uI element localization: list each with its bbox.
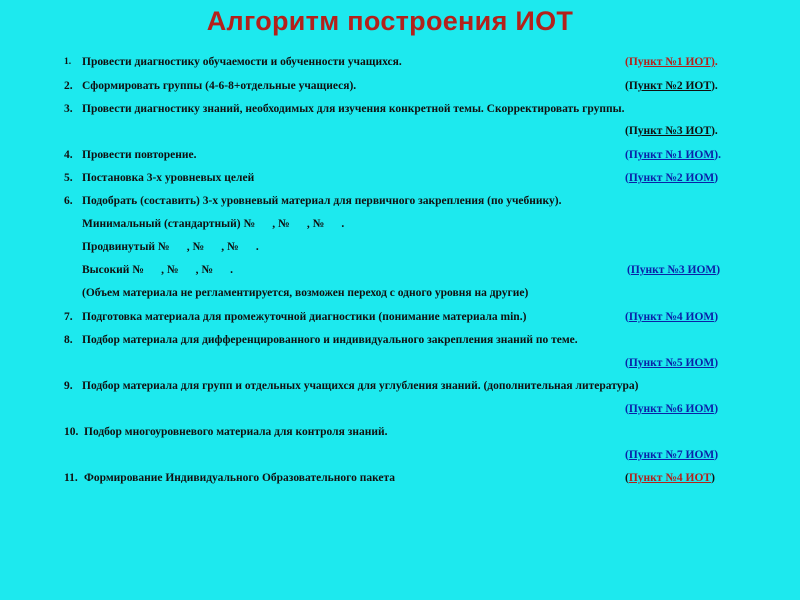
ref-link[interactable]: Пункт №6 ИОМ <box>628 403 715 415</box>
item-number: 6. <box>64 195 73 207</box>
item-text: Подготовка материала для промежуточной диагностики (понимание материала min.) <box>82 311 527 323</box>
ref-close: ) <box>716 264 721 276</box>
ref-close: ). <box>711 125 718 137</box>
item-text: Провести повторение. <box>82 149 197 161</box>
ref-link[interactable]: Пункт №5 ИОМ <box>628 357 715 369</box>
list-item-1 <box>0 56 800 76</box>
ref-link[interactable]: Пункт №3 ИОМ <box>630 264 717 276</box>
list-item-11 <box>0 472 800 492</box>
reference-iom-3 <box>627 264 720 276</box>
ref-close: ). <box>714 149 721 161</box>
ref-link[interactable]: Пункт №4 ИОМ <box>628 311 715 323</box>
ref-close: ) <box>714 403 719 415</box>
item-text: Подобрать (составить) 3-х уровневый материал для первичного закрепления (по учебнику). <box>82 195 562 207</box>
level-text: Продвинутый № , № , № . <box>82 241 259 253</box>
item-number: 11. <box>64 472 78 484</box>
level-high <box>0 264 800 284</box>
ref-close: ) <box>711 472 715 484</box>
note-text: (Объем материала не регламентируется, возможен переход с одного уровня на другие) <box>82 287 529 299</box>
reference-iom-5 <box>625 357 718 369</box>
item-text: Провести диагностику знаний, необходимых для изучения конкретной темы. Скорректировать группы. <box>82 103 625 115</box>
ref-close: . <box>714 56 718 68</box>
list-item-7 <box>0 311 800 331</box>
list-item-3 <box>0 103 800 123</box>
ref-open: (П <box>625 80 638 92</box>
ref-open: ( <box>625 472 629 484</box>
list-item-5 <box>0 172 800 192</box>
ref-open: (П <box>625 149 638 161</box>
ref-close: ) <box>714 311 719 323</box>
ref-close: ) <box>714 357 719 369</box>
item-number: 3. <box>64 103 73 115</box>
reference-iom-1 <box>625 149 721 161</box>
volume-note <box>0 287 800 307</box>
ref-open: (П <box>625 125 638 137</box>
ref-link[interactable]: Пункт №2 ИОМ <box>628 172 715 184</box>
ref-open: ( <box>627 264 631 276</box>
ref-open: ( <box>625 357 629 369</box>
ref-open: (Пу <box>625 56 644 68</box>
item-text: Сформировать группы (4-6-8+отдельные учащиеся). <box>82 80 357 92</box>
item-text: Подбор материала для групп и отдельных учащихся для углубления знаний. (дополнительная литература) <box>82 380 639 392</box>
list-item-3-ref <box>0 125 800 145</box>
reference-iom-2 <box>625 172 718 184</box>
level-text: Минимальный (стандартный) № , № , № . <box>82 218 345 230</box>
level-text: Высокий № , № , № . <box>82 264 234 276</box>
list-item-9-ref <box>0 403 800 423</box>
ref-open: ( <box>625 403 629 415</box>
item-number: 2. <box>64 80 73 92</box>
item-number: 9. <box>64 380 73 392</box>
list-item-10 <box>0 426 800 446</box>
reference-iom-6 <box>625 403 718 415</box>
item-number: 5. <box>64 172 73 184</box>
ref-open: ( <box>625 449 629 461</box>
list-item-4 <box>0 149 800 169</box>
list-item-6 <box>0 195 800 215</box>
level-advanced <box>0 241 800 261</box>
reference-iom-7 <box>625 449 718 461</box>
list-item-8-ref <box>0 357 800 377</box>
ref-open: ( <box>625 172 629 184</box>
item-text: Постановка 3-х уровневых целей <box>82 172 255 184</box>
item-text: Подбор многоуровневого материала для контроля знаний. <box>84 426 388 438</box>
reference-iot-1 <box>625 56 718 68</box>
level-minimal <box>0 218 800 238</box>
item-text: Формирование Индивидуального Образовательного пакета <box>84 472 396 484</box>
ref-close: ). <box>711 80 718 92</box>
ref-link[interactable]: ункт №3 ИОТ <box>637 125 712 137</box>
ref-link[interactable]: нкт №1 ИОТ) <box>643 56 715 68</box>
ref-link[interactable]: Пункт №4 ИОТ <box>628 472 712 484</box>
item-number: 7. <box>64 311 73 323</box>
list-item-10-ref <box>0 449 800 469</box>
ref-close: ) <box>714 172 719 184</box>
reference-iot-4 <box>625 472 715 484</box>
ref-link[interactable]: Пункт №7 ИОМ <box>628 449 715 461</box>
item-text: Провести диагностику обучаемости и обученности учащихся. <box>82 56 402 68</box>
list-item-8 <box>0 334 800 354</box>
item-number: 8. <box>64 334 73 346</box>
ref-close: ) <box>714 449 719 461</box>
reference-iot-3 <box>625 125 718 137</box>
item-text: Подбор материала для дифференцированного и индивидуального закрепления знаний по теме. <box>82 334 578 346</box>
slide-title: Алгоритм построения ИОТ <box>206 6 574 36</box>
item-number: 1. <box>64 57 72 67</box>
list-item-9 <box>0 380 800 400</box>
item-number: 4. <box>64 149 73 161</box>
ref-link[interactable]: ункт №2 ИОТ <box>637 80 712 92</box>
ref-link[interactable]: ункт №1 ИОМ <box>637 149 715 161</box>
item-number: 10. <box>64 426 79 438</box>
reference-iot-2 <box>625 80 718 92</box>
reference-iom-4 <box>625 311 718 323</box>
list-item-2 <box>0 80 800 100</box>
ref-open: ( <box>625 311 629 323</box>
